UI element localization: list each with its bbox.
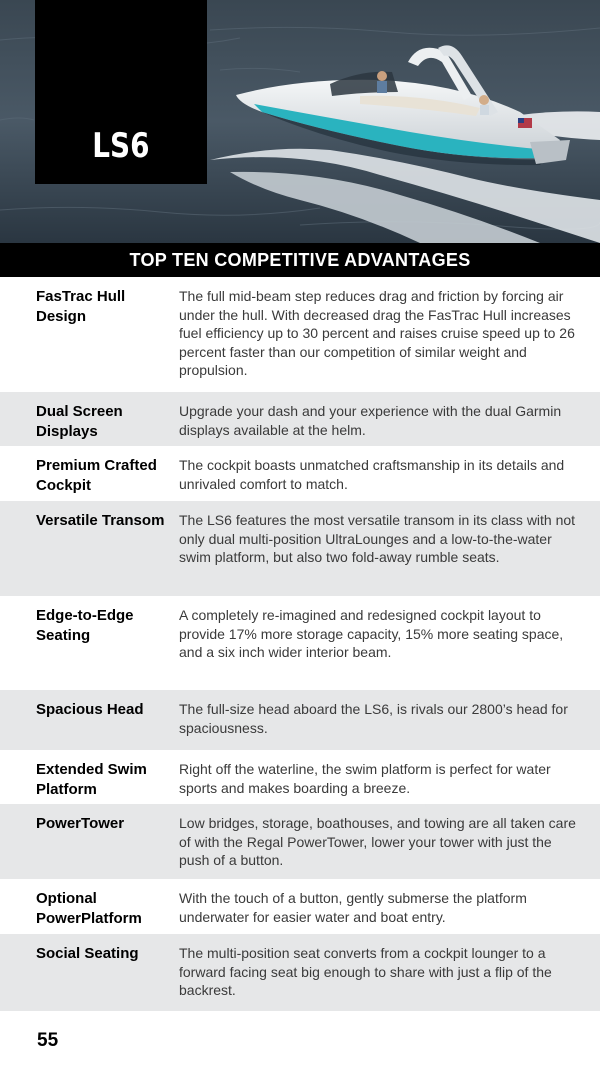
- section-banner: [0, 243, 600, 277]
- table-row: [0, 596, 600, 690]
- hero-image: [0, 0, 600, 243]
- feature-name: Optional PowerPlatform: [36, 890, 142, 927]
- table-row: [0, 879, 600, 934]
- feature-description: With the touch of a button, gently submerse the platform underwater for easier water and boat entry.: [179, 890, 527, 925]
- table-row: [0, 804, 600, 879]
- feature-name: Dual Screen Displays: [36, 403, 123, 440]
- feature-description: The full-size head aboard the LS6, is rivals our 2800’s head for spaciousness.: [179, 701, 568, 736]
- feature-name: Social Seating: [36, 945, 139, 962]
- advantages-table: [0, 277, 600, 1011]
- feature-description: Right off the waterline, the swim platform is perfect for water sports and makes boarding a breeze.: [179, 761, 551, 796]
- feature-name: FasTrac Hull Design: [36, 288, 126, 325]
- feature-description: A completely re-imagined and redesigned cockpit layout to provide 17% more storage capacity, 15% more seating space, and a six inch wider interior beam.: [179, 607, 564, 661]
- table-row: [0, 690, 600, 750]
- feature-name: Versatile Transom: [36, 512, 165, 529]
- feature-description: The full mid-beam step reduces drag and friction by forcing air under the hull. With decreased drag the FasTrac Hull increases fuel efficiency up to 30 percent and raises cruise speed up to 26 percent faster than our competition of similar weight and propulsion.: [179, 288, 575, 379]
- table-row: [0, 750, 600, 804]
- section-title: TOP TEN COMPETITIVE ADVANTAGES: [129, 249, 471, 270]
- feature-name: Premium Crafted Cockpit: [36, 457, 157, 494]
- feature-description: Low bridges, storage, boathouses, and towing are all taken care of with the Regal PowerTower, lower your tower with just the push of a button.: [179, 815, 576, 869]
- feature-name: Edge-to-Edge Seating: [36, 607, 134, 644]
- table-row: [0, 446, 600, 501]
- feature-description: Upgrade your dash and your experience with the dual Garmin displays available at the helm.: [179, 403, 562, 438]
- model-name: LS6: [92, 126, 150, 166]
- feature-description: The LS6 features the most versatile transom in its class with not only dual multi-position UltraLounges and a low-to-the-water swim platform, but also two fold-away rumble seats.: [179, 512, 576, 566]
- feature-name: Spacious Head: [36, 701, 144, 718]
- table-row: [0, 501, 600, 596]
- feature-name: Extended Swim Platform: [36, 761, 147, 798]
- feature-name: PowerTower: [36, 815, 125, 832]
- page-number: 55: [37, 1030, 59, 1051]
- feature-description: The multi-position seat converts from a cockpit lounger to a forward facing seat big enough to share with just a flip of the backrest.: [179, 945, 552, 999]
- table-row: [0, 392, 600, 446]
- table-row: [0, 934, 600, 1011]
- model-badge: [35, 0, 207, 184]
- table-row: [0, 277, 600, 392]
- feature-description: The cockpit boasts unmatched craftsmanship in its details and unrivaled comfort to match.: [179, 457, 565, 492]
